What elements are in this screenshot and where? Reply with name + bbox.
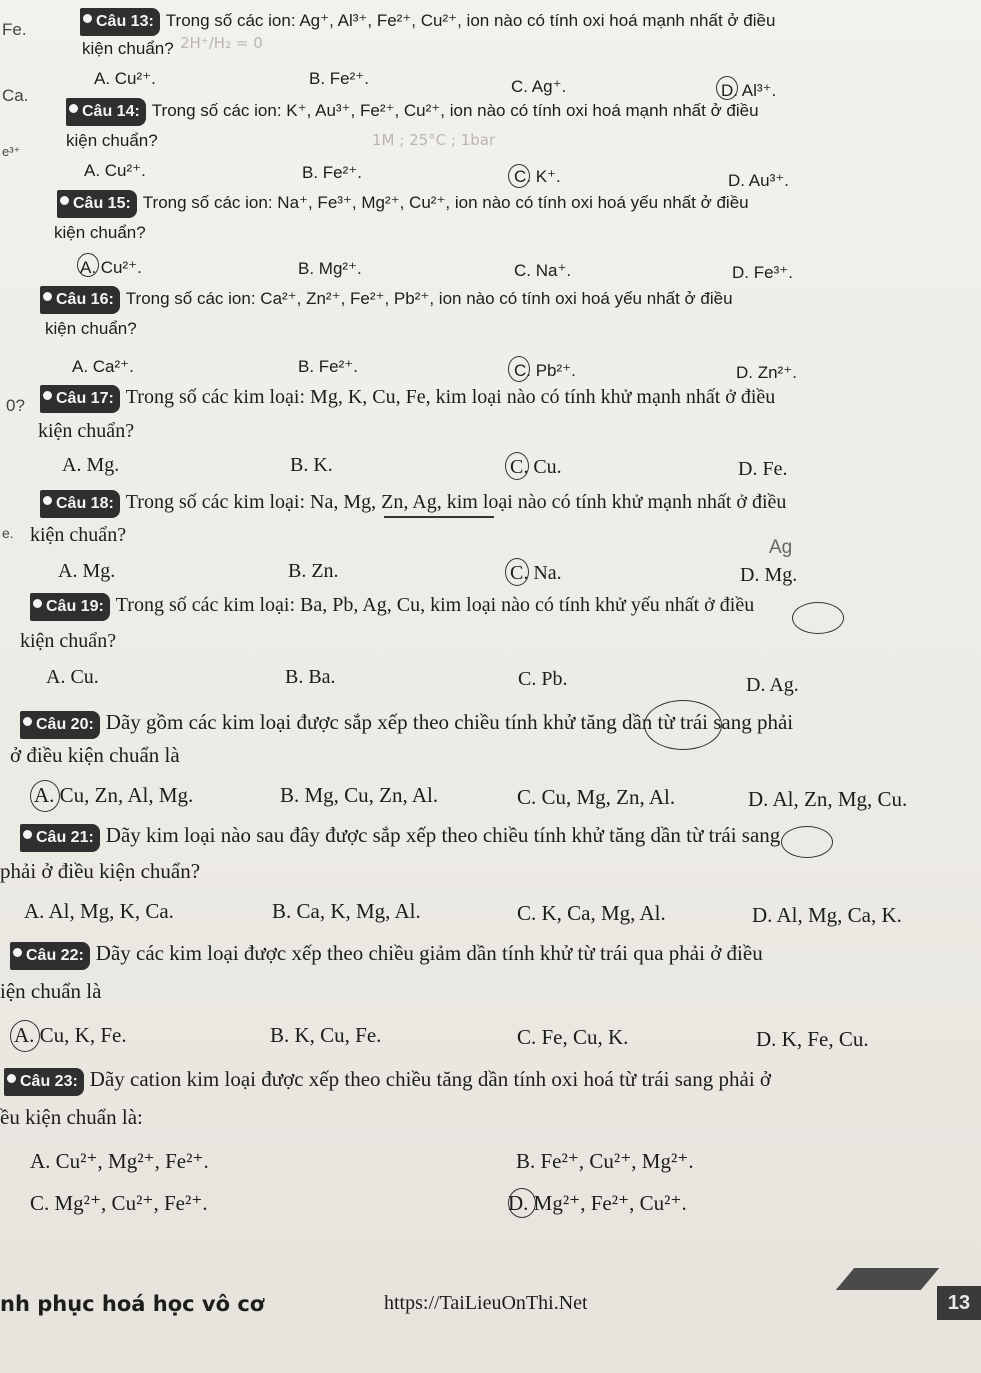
option-d[interactable]: D. Fe.: [738, 458, 788, 480]
margin-note: e.: [2, 525, 14, 541]
option-c[interactable]: C. Pb²⁺.: [514, 361, 576, 380]
question-label: Câu 16:: [40, 286, 120, 314]
question-stem: Trong số các kim loại: Mg, K, Cu, Fe, kim loại nào có tính khử mạnh nhất ở điều: [125, 386, 776, 408]
option-c[interactable]: C. Ag⁺.: [511, 77, 567, 96]
option-a[interactable]: A. Mg.: [58, 560, 116, 582]
answer-circle: [508, 356, 530, 382]
question-stem: Dãy các kim loại được xếp theo chiều giảm dần tính khử từ trái qua phải ở điều: [95, 941, 763, 965]
option-c[interactable]: C. Pb.: [518, 668, 568, 690]
question-stem-cont: iện chuẩn là: [0, 979, 102, 1003]
question-stem-cont: kiện chuẩn?: [38, 420, 135, 442]
question-label: Câu 14:: [66, 98, 146, 126]
option-c[interactable]: C. K⁺.: [514, 167, 561, 186]
option-a[interactable]: A. Cu, Zn, Al, Mg.: [34, 783, 194, 807]
option-d[interactable]: D. Al³⁺.: [721, 81, 777, 100]
margin-note: Fe.: [2, 20, 27, 39]
question-label: Câu 20:: [20, 711, 100, 739]
option-c[interactable]: C. Mg²⁺, Cu²⁺, Fe²⁺.: [30, 1191, 208, 1215]
option-b[interactable]: B. K.: [290, 454, 333, 476]
option-c[interactable]: C. Na⁺.: [514, 261, 572, 280]
question-label: Câu 22:: [10, 942, 90, 970]
handwritten-note: 1M ; 25°C ; 1bar: [372, 131, 496, 149]
option-a[interactable]: A. Ca²⁺.: [72, 357, 134, 376]
underline-mark: [384, 516, 494, 518]
question-stem: Dãy cation kim loại được xếp theo chiều tăng dần tính oxi hoá từ trái sang phải ở: [89, 1067, 772, 1091]
answer-circle: [30, 780, 60, 812]
annotation-circle: [781, 826, 833, 858]
option-c[interactable]: C. Na.: [510, 562, 562, 584]
option-b[interactable]: B. Mg²⁺.: [298, 259, 362, 278]
question-stem-cont: kiện chuẩn?: [54, 223, 146, 242]
option-b[interactable]: B. Fe²⁺.: [298, 357, 358, 376]
option-a[interactable]: A. Mg.: [62, 454, 120, 476]
option-a[interactable]: A. Cu²⁺.: [80, 258, 142, 277]
question-stem: Trong số các ion: Ca²⁺, Zn²⁺, Fe²⁺, Pb²⁺, ion nào có tính oxi hoá yếu nhất ở điều: [125, 289, 733, 308]
question-label: Câu 21:: [20, 824, 100, 852]
question-label: Câu 19:: [30, 593, 110, 621]
option-c[interactable]: C. Cu.: [510, 456, 562, 478]
answer-circle: [505, 452, 529, 480]
question-stem: Trong số các kim loại: Ba, Pb, Ag, Cu, kim loại nào có tính khử yếu nhất ở điều: [115, 594, 755, 616]
option-a[interactable]: A. Cu.: [46, 666, 99, 688]
question-stem: Trong số các ion: K⁺, Au³⁺, Fe²⁺, Cu²⁺, ion nào có tính oxi hoá mạnh nhất ở điều: [151, 101, 759, 120]
option-d[interactable]: D. K, Fe, Cu.: [756, 1027, 869, 1051]
option-b[interactable]: B. Ba.: [285, 666, 336, 688]
option-c[interactable]: C. Fe, Cu, K.: [517, 1025, 629, 1049]
question-label: Câu 15:: [57, 190, 137, 218]
margin-note: Ag: [769, 537, 793, 558]
option-a[interactable]: A. Cu²⁺.: [84, 161, 146, 180]
answer-circle: [505, 558, 529, 586]
question-stem-cont: kiện chuẩn?: [66, 131, 158, 150]
question-stem: Trong số các ion: Ag⁺, Al³⁺, Fe²⁺, Cu²⁺, ion nào có tính oxi hoá mạnh nhất ở điều: [165, 11, 776, 30]
question-label: Câu 18:: [40, 490, 120, 518]
question-stem-cont: kiện chuẩn?: [30, 524, 127, 546]
margin-note: 0?: [6, 396, 25, 415]
question-stem-cont: phải ở điều kiện chuẩn?: [0, 859, 201, 883]
answer-circle: [77, 253, 99, 277]
handwritten-note: 2H⁺/H₂ = 0: [180, 34, 263, 52]
option-a[interactable]: A. Cu²⁺.: [94, 69, 156, 88]
option-d[interactable]: D. Fe³⁺.: [732, 263, 793, 282]
question-stem-cont: kiện chuẩn?: [20, 630, 117, 652]
option-b[interactable]: B. Fe²⁺, Cu²⁺, Mg²⁺.: [516, 1149, 694, 1173]
question-label: Câu 13:: [80, 8, 160, 36]
option-d[interactable]: D. Au³⁺.: [728, 171, 789, 190]
question-label: Câu 17:: [40, 385, 120, 413]
answer-circle: [508, 164, 530, 188]
answer-circle: [10, 1020, 40, 1052]
option-b[interactable]: B. Ca, K, Mg, Al.: [272, 899, 421, 923]
question-stem: Trong số các kim loại: Na, Mg, Zn, Ag, kim loại nào có tính khử mạnh nhất ở điều: [125, 491, 787, 513]
option-a[interactable]: A. Cu, K, Fe.: [14, 1023, 127, 1047]
annotation-circle: [792, 602, 844, 634]
option-d[interactable]: D. Zn²⁺.: [736, 363, 797, 382]
book-title: nh phục hoá học vô cơ: [0, 1292, 265, 1316]
margin-note: Ca.: [2, 86, 29, 105]
option-b[interactable]: B. Mg, Cu, Zn, Al.: [280, 783, 439, 807]
answer-circle: [716, 76, 738, 100]
option-c[interactable]: C. K, Ca, Mg, Al.: [517, 901, 666, 925]
option-b[interactable]: B. K, Cu, Fe.: [270, 1023, 382, 1047]
question-stem: Trong số các ion: Na⁺, Fe³⁺, Mg²⁺, Cu²⁺, ion nào có tính oxi hoá yếu nhất ở điều: [142, 193, 749, 212]
question-stem: Dãy kim loại nào sau đây được sắp xếp theo chiều tính khử tăng dần từ trái sang: [105, 823, 781, 847]
option-a[interactable]: A. Al, Mg, K, Ca.: [24, 899, 174, 923]
question-stem-cont: ều kiện chuẩn là:: [0, 1105, 143, 1129]
answer-circle: [508, 1188, 536, 1218]
question-stem: Dãy gồm các kim loại được sắp xếp theo chiều tính khử tăng dần từ trái sang phải: [105, 710, 794, 734]
option-b[interactable]: B. Fe²⁺.: [309, 69, 369, 88]
question-stem-cont: ở điều kiện chuẩn là: [10, 743, 180, 767]
question-stem-cont: kiện chuẩn?: [45, 319, 137, 338]
margin-note: e³⁺: [2, 144, 21, 159]
option-d[interactable]: D. Mg.: [740, 564, 798, 586]
question-label: Câu 23:: [4, 1068, 84, 1096]
annotation-circle: [644, 700, 722, 750]
option-b[interactable]: B. Fe²⁺.: [302, 163, 362, 182]
footer-stripe: [836, 1268, 939, 1290]
option-d[interactable]: D. Ag.: [746, 674, 799, 696]
option-c[interactable]: C. Cu, Mg, Zn, Al.: [517, 785, 676, 809]
option-d[interactable]: D. Al, Zn, Mg, Cu.: [748, 787, 908, 811]
question-stem-cont: kiện chuẩn?: [82, 39, 174, 58]
option-b[interactable]: B. Zn.: [288, 560, 339, 582]
page-number: 13: [937, 1286, 981, 1320]
option-d[interactable]: D. Al, Mg, Ca, K.: [752, 903, 902, 927]
option-d[interactable]: D. Mg²⁺, Fe²⁺, Cu²⁺.: [508, 1191, 687, 1215]
footer-url[interactable]: https://TaiLieuOnThi.Net: [384, 1292, 588, 1314]
option-a[interactable]: A. Cu²⁺, Mg²⁺, Fe²⁺.: [30, 1149, 209, 1173]
